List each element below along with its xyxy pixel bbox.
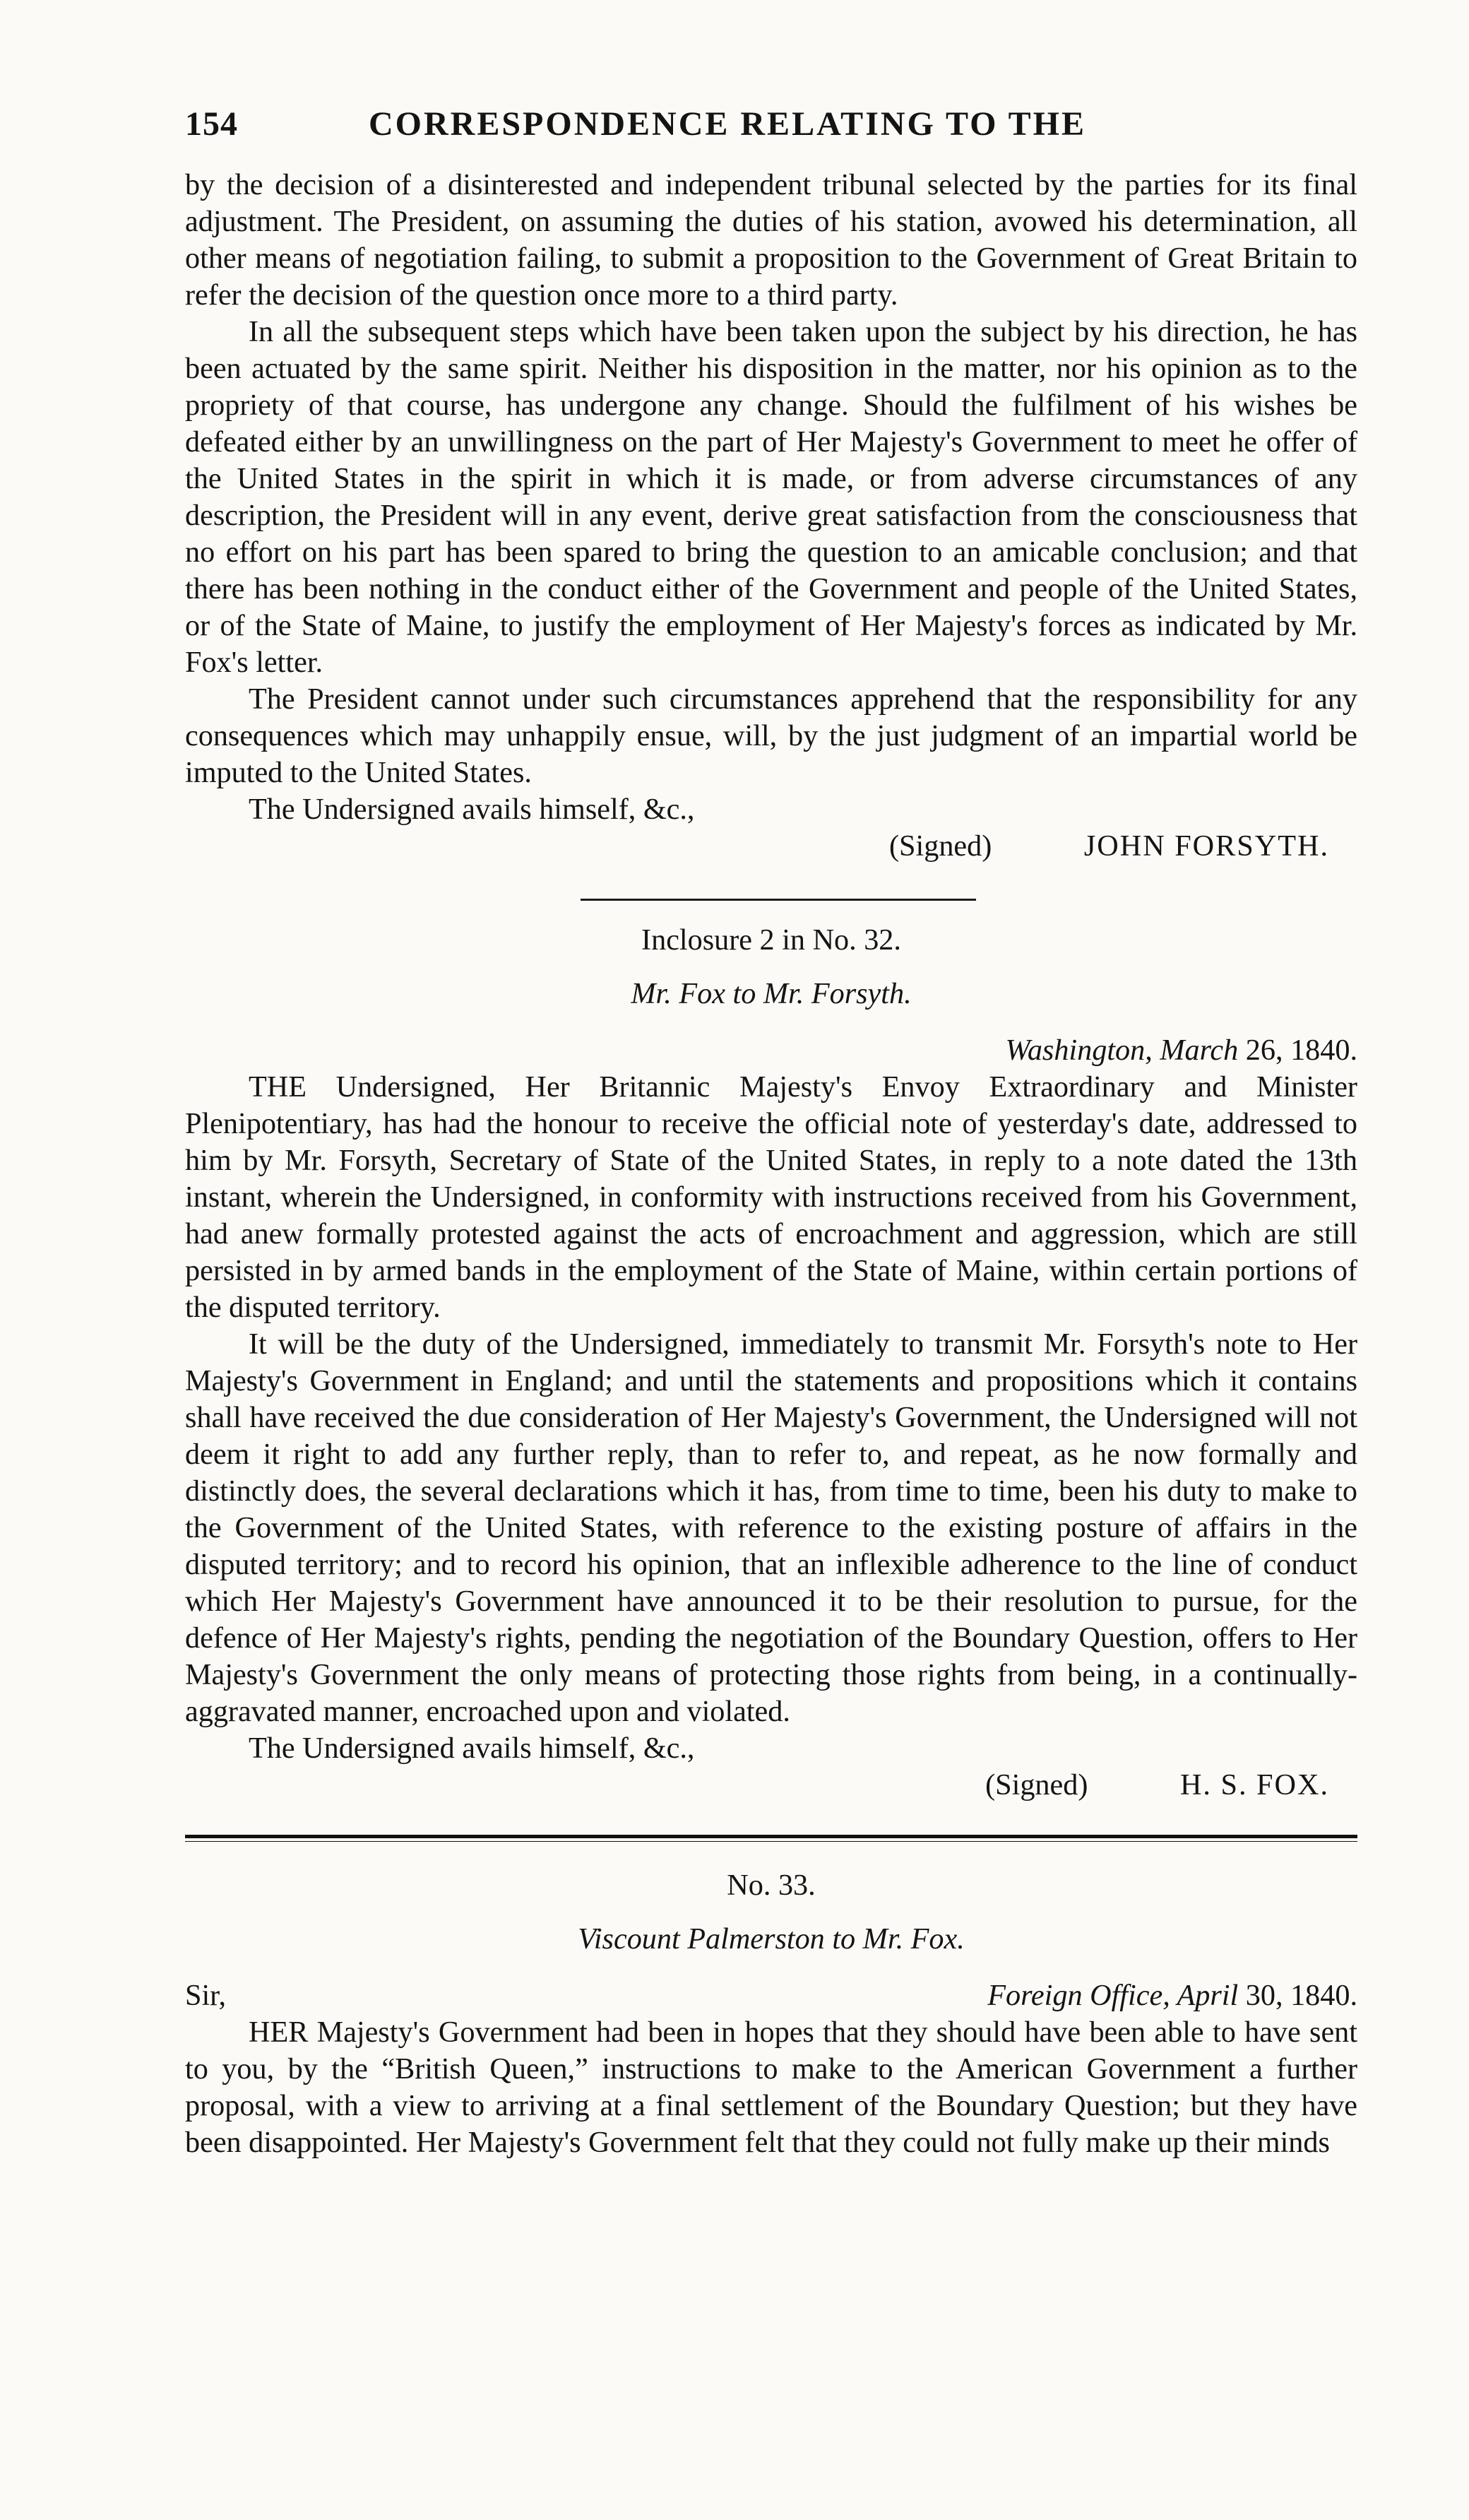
inclosure-subtitle: Mr. Fox to Mr. Forsyth.	[631, 977, 912, 1010]
document-subtitle: Viscount Palmerston to Mr. Fox.	[578, 1922, 965, 1956]
forsyth-paragraph-2: In all the subsequent steps which have been taken upon the subject by his direction, he has been actuated by the same spirit. Neither his disposition in the matter, nor his opinion as to the propriety of that course, has undergone any change. Should the fulfilment of his wishes be defeated either by an unwillingness on the part of Her Majesty's Government to meet he offer of the United States in the spirit in which it is made, or from adverse circumstances of any description, the President will in any event, derive great satisfaction from the consciousness that no effort on his part has been spared to bring the question to an amicable conclusion; and that there has been nothing in the conduct either of the Government and people of the United States, or of the State of Maine, to justify the employment of Her Majesty's forces as indicated by Mr. Fox's letter.	[185, 315, 1357, 679]
signatory-name: JOHN FORSYTH.	[1083, 829, 1329, 863]
fox-paragraph-2: It will be the duty of the Undersigned, immediately to transmit Mr. Forsyth's note to Her Majesty's Government in England; and until the statements and propositions which it contains shall have received the due consideration of Her Majesty's Government, the Undersigned will not deem it right to add any further reply, than to refer to, and repeat, as he now formally and distinctly does, the several declarations which it has, from time to time, been his duty to make to the Government of the United States, with reference to the existing posture of affairs in the disputed territory; and to record his opinion, that an inflexible adherence to the line of conduct which Her Majesty's Government have announced it to be their resolution to pursue, for the defence of Her Majesty's rights, pending the negotiation of the Boundary Question, offers to Her Majesty's Government the only means of protecting those rights from being, in a continually-aggravated manner, encroached upon and violated.	[185, 1327, 1357, 1728]
page-header	[185, 106, 1357, 157]
inclosure-date: 26, 1840.	[1245, 1034, 1357, 1067]
document-divider	[185, 1835, 1357, 1842]
signatory-name: H. S. FOX.	[1179, 1768, 1329, 1802]
inclosure-title: Inclosure 2 in No. 32.	[641, 923, 901, 957]
document-page	[185, 106, 1357, 2161]
salutation-line	[185, 1977, 1357, 2014]
page-number: 154	[185, 105, 238, 143]
no33-dateline	[987, 1977, 1357, 2014]
document-number: No. 33.	[727, 1869, 816, 1902]
section-divider	[581, 899, 976, 901]
palmerston-paragraph-1: HER Majesty's Government had been in hopes that they should have been able to have sent to you, by the “British Queen,” instructions to make to the American Government a further proposal, with a view to arriving at a final settlement of the Boundary Question; but they have been disappointed. Her Majesty's Government felt that they could not fully make up their minds	[185, 2016, 1357, 2159]
no33-date: 30, 1840.	[1245, 1979, 1357, 2012]
inclosure-dateline	[185, 1032, 1357, 1069]
fox-paragraph-1: THE Undersigned, Her Britannic Majesty's Envoy Extraordinary and Minister Plenipotentiary, has had the honour to receive the official note of yesterday's date, addressed to him by Mr. Forsyth, Secretary of State of the United States, in reply to a note dated the 13th instant, wherein the Undersigned, in conformity with instructions received from his Government, had anew formally protested against the acts of encroachment and aggression, which are still persisted in by armed bands in the employment of the State of Maine, within certain portions of the disputed territory.	[185, 1070, 1357, 1324]
no33-place: Foreign Office, April	[987, 1979, 1239, 2012]
signed-label: (Signed)	[985, 1768, 1088, 1802]
forsyth-paragraph-3: The President cannot under such circumstances apprehend that the responsibility for any consequences which may unhappily ensue, will, by the just judgment of an impartial world be imputed to the United States.	[185, 682, 1357, 789]
salutation: Sir,	[185, 1979, 227, 2012]
fox-closing: The Undersigned avails himself, &c.,	[249, 1732, 695, 1765]
signed-label: (Signed)	[889, 829, 992, 863]
inclosure-place: Washington, March	[1005, 1034, 1239, 1067]
forsyth-paragraph-1: by the decision of a disinterested and independent tribunal selected by the parties for its final adjustment. The President, on assuming the duties of his station, avowed his determination, all other means of negotiation failing, to submit a proposition to the Government of Great Britain to refer the decision of the question once more to a third party.	[185, 168, 1357, 312]
fox-signature-line	[185, 1767, 1357, 1804]
forsyth-signature-line	[185, 828, 1357, 865]
forsyth-closing: The Undersigned avails himself, &c.,	[249, 793, 695, 826]
running-title: CORRESPONDENCE RELATING TO THE	[369, 105, 1086, 143]
